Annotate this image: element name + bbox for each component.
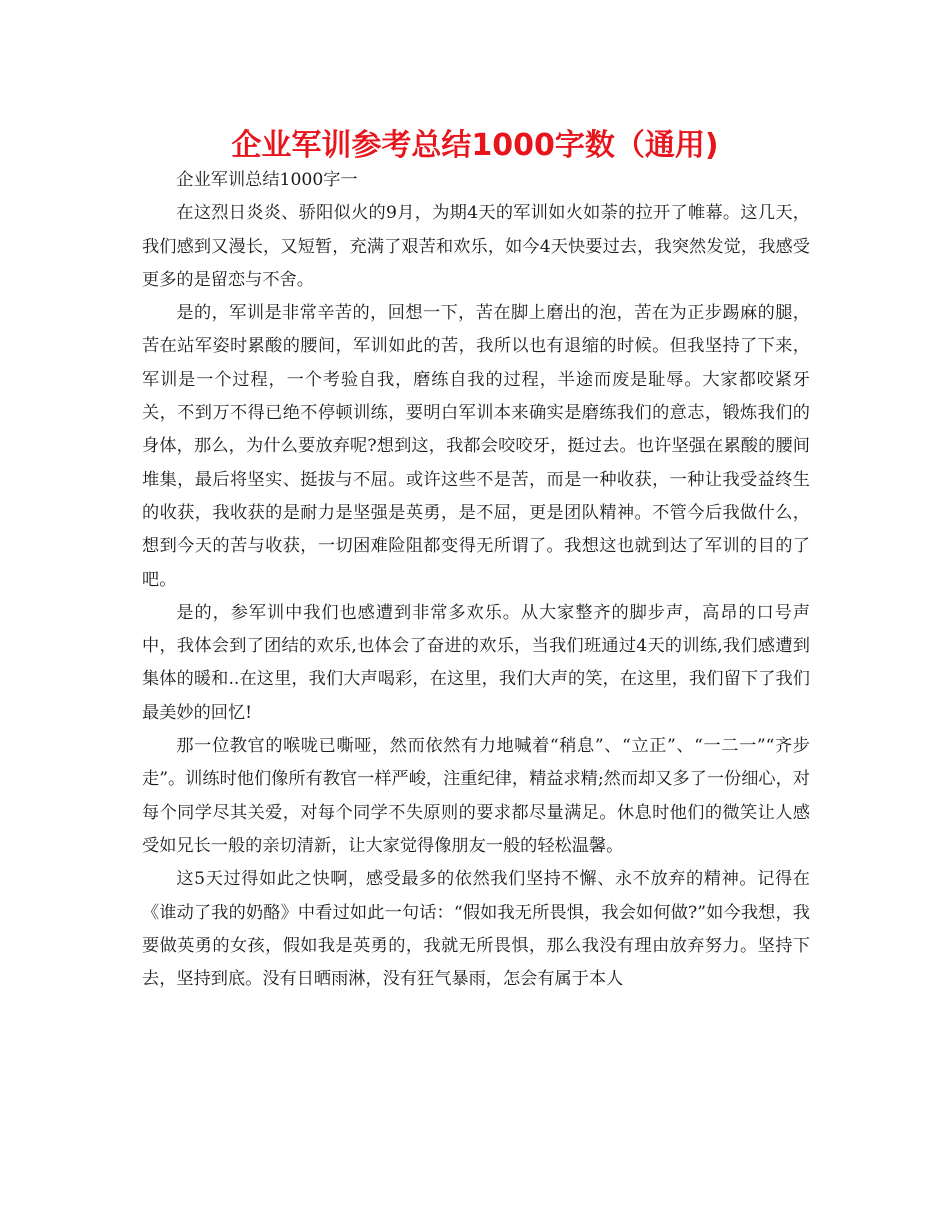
paragraph: 是的，参军训中我们也感遭到非常多欢乐。从大家整齐的脚步声，高昂的口号声中，我体会到了团结的欢乐,也体会了奋进的欢乐，当我们班通过4天的训练,我们感遭到集体的暖和..在这里，我们大声喝彩，在这里，我们大声的笑，在这里，我们留下了我们最美妙的回忆! [142,602,810,723]
paragraph: 这5天过得如此之快啊，感受最多的依然我们坚持不懈、永不放弃的精神。记得在《谁动了我的奶酪》中看过如此一句话：“假如我无所畏惧，我会如何做?”如今我想，我要做英勇的女孩，假如我是英勇的，我就无所畏惧，那么我没有理由放弃努力。坚持下去，坚持到底。没有日晒雨淋，没有狂气暴雨，怎会有属于本人 [142,869,810,990]
document-subtitle: 企业军训总结1000字一 [176,170,358,190]
document-title: 企业军训参考总结1000字数（通用) [231,128,719,163]
paragraph: 在这烈日炎炎、骄阳似火的9月，为期4天的军训如火如荼的拉开了帷幕。这几天，我们感到又漫长，又短暂，充满了艰苦和欢乐，如今4天快要过去，我突然发觉，我感受更多的是留恋与不舍。 [142,203,810,290]
paragraph: 是的，军训是非常辛苦的，回想一下，苦在脚上磨出的泡，苦在为正步踢麻的腿，苦在站军姿时累酸的腰间，军训如此的苦，我所以也有退缩的时候。但我坚持了下来，军训是一个过程，一个考验自我，磨练自我的过程，半途而废是耻辱。大家都咬紧牙关，不到万不得已绝不停顿训练，要明白军训本来确实是磨练我们的意志，锻炼我们的身体，那么，为什么要放弃呢?想到这，我都会咬咬牙，挺过去。也许坚强在累酸的腰间堆集，最后将坚实、挺拔与不屈。或许这些不是苦，而是一种收获，一种让我受益终生的收获，我收获的是耐力是坚强是英勇，是不屈，更是团队精神。不管今后我做什么，想到今天的苦与收获，一切困难险阻都变得无所谓了。我想这也就到达了军训的目的了吧。 [142,303,810,590]
paragraph: 那一位教官的喉咙已嘶哑，然而依然有力地喊着“稍息”、“立正”、“一二一”“齐步走”。训练时他们像所有教官一样严峻，注重纪律，精益求精;然而却又多了一份细心，对每个同学尽其关爱，对每个同学不失原则的要求都尽量满足。休息时他们的微笑让人感受如兄长一般的亲切清新，让大家觉得像朋友一般的轻松温馨。 [142,736,810,856]
document-body [142,164,810,996]
